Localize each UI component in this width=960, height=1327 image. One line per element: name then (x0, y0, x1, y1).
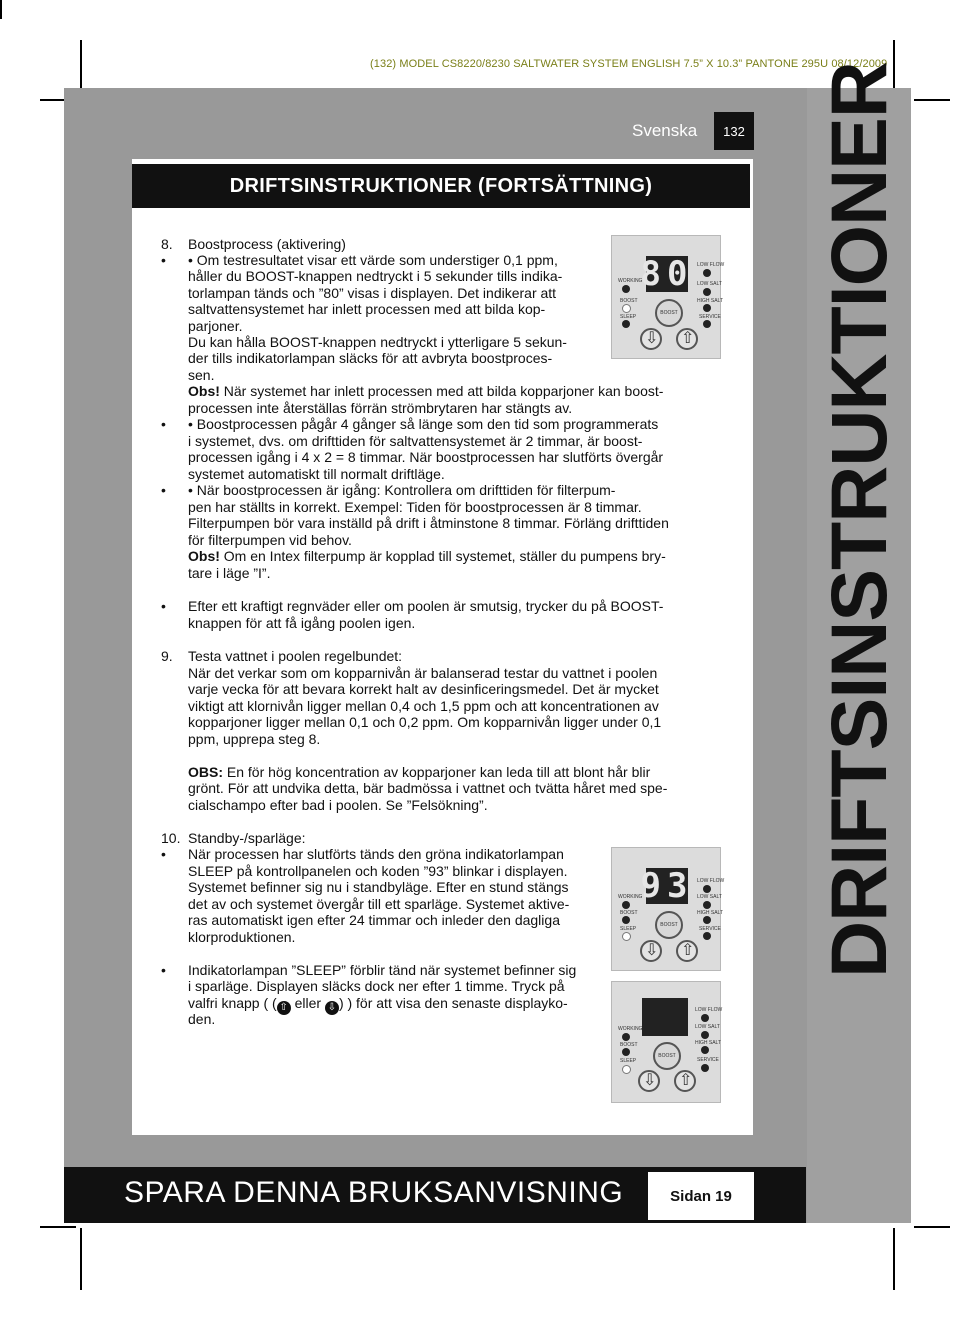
label-sleep: SLEEP (620, 1058, 637, 1064)
bullet: • (161, 962, 166, 978)
down-button[interactable] (638, 1070, 660, 1092)
led-low-salt (703, 288, 711, 296)
label-high-salt: HIGH SALT (697, 298, 724, 304)
text-line (188, 995, 568, 1015)
up-arrow-icon: ⇧ (277, 1001, 291, 1015)
led-working (622, 901, 630, 909)
text-line: ras automatiskt igen efter 24 timmar och inleder den dagliga (188, 912, 560, 928)
bullet: • (161, 482, 166, 498)
down-arrow-icon: ⇩ (645, 942, 659, 959)
text-line: pen har ställts in korrekt. Exempel: Tiden för boostprocessen är 8 timmar. (188, 499, 642, 515)
text-line: Efter ett kraftigt regnväder eller om poolen är smutsig, trycker du på BOOST- (188, 598, 664, 614)
text-line: saltvattensystemet har inlett processen med att bilda kop- (188, 301, 546, 317)
text-line: Systemet befinner sig nu i standbyläge. Efter en stund stängs (188, 879, 569, 895)
boost-button[interactable]: BOOST (655, 299, 683, 327)
text-line: klorproduktionen. (188, 929, 296, 945)
down-button[interactable] (640, 940, 662, 962)
crop-mark (80, 1228, 82, 1290)
text-line: torlampan tänds och ”80” visas i displayen. Det indikerar att (188, 285, 557, 301)
text-line: sen. (188, 367, 215, 383)
text-line: systemet automatiskt till normalt driftläge. (188, 466, 445, 482)
control-panel-80 (611, 235, 725, 359)
page-box: 132 (714, 112, 754, 150)
led-boost (622, 1048, 630, 1056)
footer-text: SPARA DENNA BRUKSANVISNING (124, 1176, 624, 1209)
text-line: kopparjoner ligger mellan 0,1 och 0,2 ppm. Om kopparnivån ligger under 0,1 (188, 714, 662, 730)
led-service (703, 932, 711, 940)
label-high-salt: HIGH SALT (695, 1040, 722, 1046)
up-arrow-icon: ⇧ (681, 942, 695, 959)
led-working (622, 1033, 630, 1041)
text-line: När processen har slutförts tänds den gröna indikatorlampan (188, 846, 564, 862)
text-line (188, 383, 663, 399)
text-line: SLEEP på kontrollpanelen och koden ”93” blinkar i displayen. (188, 863, 568, 879)
crop-mark (914, 1226, 950, 1228)
page-number: Sidan 19 (670, 1187, 732, 1205)
text-line: Filterpumpen bör vara inställd på drift i åtminstone 8 timmar. Förläng drifttiden (188, 515, 669, 531)
obs-label: OBS: (188, 764, 223, 780)
label-boost: BOOST (620, 910, 638, 916)
obs-text: När systemet har inlett processen med att bilda kopparjoner kan boost- (219, 383, 664, 399)
label-service: SERVICE (699, 926, 721, 932)
label-low-salt: LOW SALT (697, 281, 722, 287)
bullet: • (161, 846, 166, 862)
crop-mark (0, 0, 2, 19)
label-working: WORKING (618, 278, 643, 284)
obs-label: Obs! (188, 383, 220, 399)
label-low-flow: LOW FLOW (695, 1007, 723, 1013)
section-heading: Boostprocess (aktivering) (188, 236, 346, 252)
up-button[interactable] (676, 940, 698, 962)
label-low-salt: LOW SALT (697, 894, 722, 900)
text-line: • Boostprocessen pågår 4 gånger så länge som den tid som programmerats (188, 416, 659, 432)
bullet: • (161, 416, 166, 432)
text-line: processen igång i 4 x 2 = 8 timmar. När boostprocessen har slutförts övergår (188, 449, 664, 465)
text-line: i systemet, dvs. om drifttiden för saltvattensystemet är 2 timmar, är boost- (188, 433, 643, 449)
led-service (703, 320, 711, 328)
text-line: grönt. För att undvika detta, bär badmössa i vattnet och tvätta håret med spe- (188, 780, 668, 796)
text-line: • Om testresultatet visar ett värde som understiger 0,1 ppm, (188, 252, 558, 268)
led-service (701, 1064, 709, 1072)
text-fragment: valfri knapp ( ( (188, 995, 277, 1011)
control-panel-93 (611, 847, 725, 971)
label-low-salt: LOW SALT (695, 1024, 720, 1030)
text-line: När det verkar som om kopparnivån är balanserad testar du vattnet i poolen (188, 665, 658, 681)
label-low-flow: LOW FLOW (697, 878, 725, 884)
led-boost (622, 304, 631, 313)
text-line: knappen för att få igång poolen igen. (188, 615, 416, 631)
led-high-salt (701, 1046, 709, 1054)
page-title: DRIFTSINSTRUKTIONER (FORTSÄTTNING) (229, 174, 653, 197)
led-sleep (622, 1065, 631, 1074)
led-low-salt (703, 901, 711, 909)
label-low-flow: LOW FLOW (697, 262, 725, 268)
text-line: varje vecka för att bevara korrekt halt av desinficeringsmedel. Det är mycket (188, 681, 659, 697)
text-line: processen inte återställas förrän strömbrytaren har stängts av. (188, 400, 573, 416)
up-button[interactable] (674, 1070, 696, 1092)
section-number: 10. (161, 830, 181, 846)
led-boost (622, 916, 630, 924)
print-header: (132) MODEL CS8220/8230 SALTWATER SYSTEM ENGLISH 7.5” X 10.3” PANTONE 295U 08/12/2009 (370, 58, 888, 70)
label-sleep: SLEEP (620, 926, 637, 932)
section-heading: Testa vattnet i poolen regelbundet: (188, 648, 403, 664)
label-service: SERVICE (699, 314, 721, 320)
text-line: det av och systemet övergår till ett sparläge. Systemet aktive- (188, 896, 570, 912)
text-line: för filterpumpen vid behov. (188, 532, 352, 548)
language-label: Svenska (632, 121, 698, 140)
text-fragment: ) ) för att visa den senaste displayko- (338, 995, 568, 1011)
down-arrow-icon: ⇩ (643, 1072, 657, 1089)
label-service: SERVICE (697, 1057, 719, 1063)
label-boost: BOOST (620, 1042, 638, 1048)
up-arrow-icon: ⇧ (681, 330, 695, 347)
label-working: WORKING (618, 1026, 643, 1032)
text-line: den. (188, 1011, 216, 1027)
text-line: i sparläge. Displayen släcks dock ner efter 1 timme. Tryck på (188, 978, 565, 994)
text-line: cialschampo efter bad i poolen. Se ”Felsökning”. (188, 797, 488, 813)
label-sleep: SLEEP (620, 314, 637, 320)
bullet: • (161, 252, 166, 268)
section-number: 8. (161, 236, 173, 252)
text-line: der tills indikatorlampan släcks för att avbryta boostproces- (188, 350, 553, 366)
text-line: tare i läge ”I”. (188, 565, 271, 581)
text-line (188, 764, 650, 780)
text-line: Du kan hålla BOOST-knappen nedtryckt i ytterligare 5 sekun- (188, 334, 567, 350)
boost-button[interactable]: BOOST (655, 911, 683, 939)
panel-display: 80 (640, 254, 694, 294)
led-high-salt (703, 304, 711, 312)
crop-mark (40, 1226, 76, 1228)
crop-mark (914, 99, 950, 101)
bullet: • (161, 598, 166, 614)
text-line: ppm, upprepa steg 8. (188, 731, 321, 747)
text-line: • När boostprocessen är igång: Kontrollera om drifttiden för filterpum- (188, 482, 616, 498)
led-low-flow (703, 269, 711, 277)
label-working: WORKING (618, 894, 643, 900)
section-number: 9. (161, 648, 173, 664)
panel-display: 93 (640, 866, 694, 906)
up-arrow-icon: ⇧ (679, 1072, 693, 1089)
boost-button[interactable]: BOOST (653, 1042, 681, 1070)
obs-text: Om en Intex filterpump är kopplad till systemet, ställer du pumpens bry- (219, 548, 666, 564)
down-arrow-icon: ⇩ (325, 1001, 339, 1015)
down-button[interactable] (640, 328, 662, 350)
panel-display (642, 998, 688, 1036)
label-boost: BOOST (620, 298, 638, 304)
led-low-flow (701, 1014, 709, 1022)
text-line (188, 548, 666, 564)
led-low-flow (703, 885, 711, 893)
side-title: DRIFTSINSTRUKTIONER (814, 62, 903, 978)
led-low-salt (701, 1031, 709, 1039)
text-line: håller du BOOST-knappen nedtryckt i 5 sekunder tills indika- (188, 268, 563, 284)
section-heading: Standby-/sparläge: (188, 830, 306, 846)
text-line: Indikatorlampan ”SLEEP” förblir tänd när systemet befinner sig (188, 962, 577, 978)
text-fragment: eller (290, 995, 325, 1011)
obs-text: En för hög koncentration av kopparjoner kan leda till att blont hår blir (223, 764, 651, 780)
down-arrow-icon: ⇩ (645, 330, 659, 347)
led-sleep (622, 320, 630, 328)
up-button[interactable] (676, 328, 698, 350)
crop-mark (893, 1228, 895, 1290)
text-line: viktigt att klornivån ligger mellan 0,4 och 1,5 ppm och att koncentrationen av (188, 698, 659, 714)
control-panel-blank (611, 981, 721, 1103)
led-working (622, 285, 630, 293)
label-high-salt: HIGH SALT (697, 910, 724, 916)
text-line: parjoner. (188, 318, 243, 334)
led-sleep (622, 932, 631, 941)
led-high-salt (703, 916, 711, 924)
obs-label: Obs! (188, 548, 220, 564)
